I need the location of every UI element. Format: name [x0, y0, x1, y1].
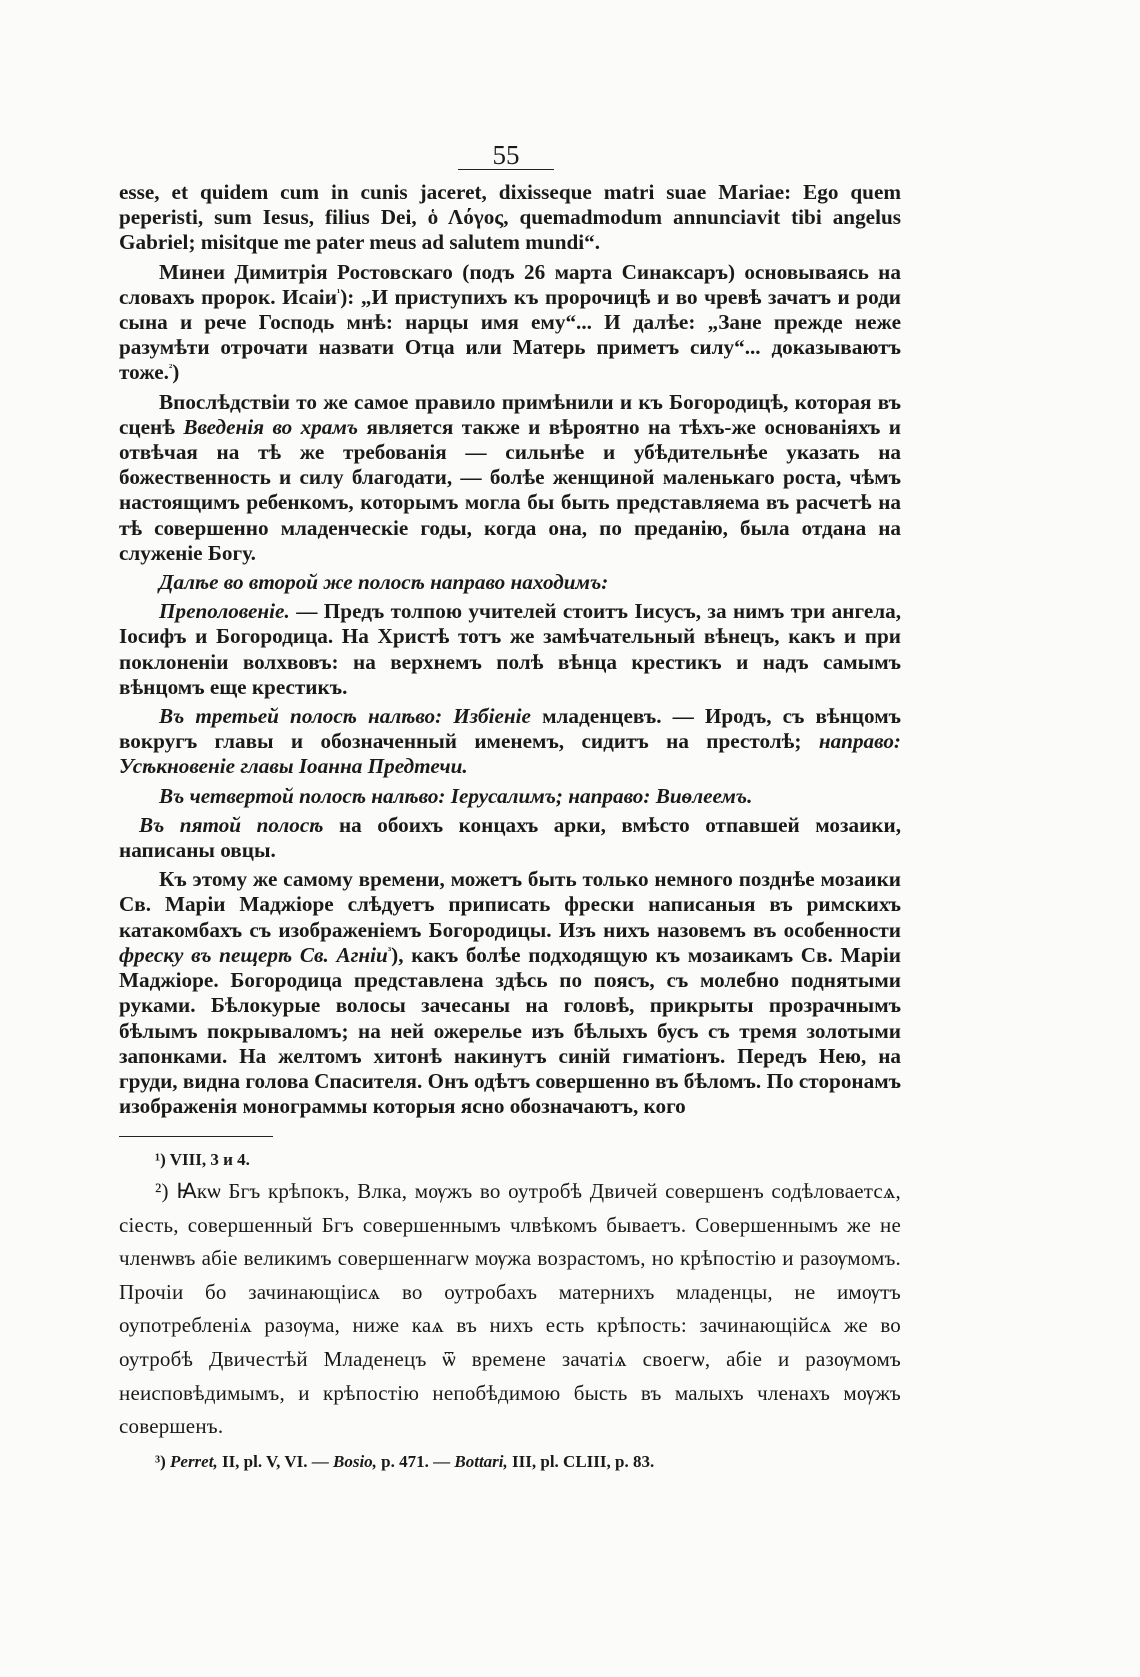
main-text: [119, 180, 901, 1123]
footnote-author: Bosio,: [332, 1451, 377, 1471]
paragraph-text: ): „И приступихъ къ пророчицѣ и во чревѣ зачатъ и роди сына и рече Господь мнѣ: нарцы имя ему“... И далѣе: „Зане прежде неже разумѣти отрочати назвати Отца или Матерь приметъ силу“... доказываютъ тоже.: [119, 284, 901, 385]
paragraph-fifth-band: [119, 813, 901, 863]
paragraph-text: ), какъ болѣе подходящую къ мозаикамъ Св. Маріи Маджіоре. Богородица представлена здѣсь по поясъ, съ молебно поднятыми руками. Бѣлокурые волосы зачесаны на головѣ, прикрыты прозрачнымъ бѣлымъ покрываломъ; на ней ожерелье изъ бѣлыхъ бусъ съ тремя золотыми запонками. На желтомъ хитонѣ накинутъ синій гиматіонъ. Передъ Нею, на груди, видна голова Спасителя. Онъ одѣтъ совершенно въ бѣломъ. По сторонамъ изображенія монограммы которыя ясно обозначаютъ, кого: [119, 942, 901, 1119]
footnote-number: ¹): [155, 1150, 166, 1169]
paragraph-text: Къ этому же самому времени, можетъ быть только немного позднѣе мозаики Св. Маріи Маджіоре слѣдуетъ приписать фрески написаныя въ римскихъ катакомбахъ съ изображеніемъ Богородицы. Изъ нихъ назовемъ въ особенности: [119, 867, 901, 942]
paragraph-text: младенцевъ. — Иродъ, съ вѣнцомъ вокругъ главы и обозначенный именемъ, сидитъ на престолѣ;: [119, 704, 901, 754]
footnote-text: Ꙗкѡ Бгъ крѣпокъ, Влка, мѹжъ во оутробѣ Двичей совершенъ содѣловаетсѧ, сіесть, совершенный Бгъ совершеннымъ члвѣкомъ бываетъ. Совершеннымъ же не членѡвъ абіе великимъ совершеннагѡ мѹжа возрастомъ, но крѣпостію и разѹмомъ. Прочіи бо зачинающіисѧ во оутробахъ матернихъ младенцы, не имѹтъ оупотребленіѧ разѹма, ниже каѧ въ нихъ есть крѣпость: зачинающійсѧ же во оутробѣ Двичестѣй Младенецъ ѿ времене зачатіѧ своегѡ, абіе и разѹмомъ неисповѣдимымъ, и крѣпостію непобѣдимою бысть въ малыхъ членахъ мѹжъ совершенъ.: [119, 1179, 901, 1439]
footnote-divider: [119, 1136, 273, 1137]
footnote-number: ³): [155, 1451, 166, 1471]
paragraph-prepolovenie: [119, 599, 901, 700]
footnote-1: [119, 1148, 901, 1172]
paragraph-catacomb-frescoes: [119, 867, 901, 1119]
italic-phrase: фреску въ пещерѣ Св. Агніи: [119, 942, 388, 967]
page-number: 55: [458, 142, 554, 170]
footnote-ref: ²: [168, 362, 173, 375]
paragraph-text: — Предъ толпою учителей стоитъ Іисусъ, за нимъ три ангела, Іосифъ и Богородица. На Христѣ тотъ же замѣчательный вѣнецъ, какъ и при поклоненіи волхвовъ: на верхнемъ полѣ вѣнца крестикъ и надъ самымъ вѣнцомъ еще крестикъ.: [119, 599, 901, 699]
footnote-2: [119, 1175, 901, 1444]
footnote-ref: ³: [387, 944, 392, 957]
paragraph-second-band: [119, 570, 901, 595]
footnote-text: III, pl. CLIII, p. 83.: [507, 1451, 655, 1471]
paragraph-bogoroditsa: [119, 390, 901, 566]
footnote-text: p. 471. —: [376, 1451, 455, 1471]
italic-phrase: направо: Усѣкновеніе главы Іоанна Предтечи.: [119, 729, 901, 779]
italic-heading: Въ четвертой полосѣ налѣво: Іерусалимъ; направо: Виѳлеемъ.: [159, 783, 753, 808]
italic-phrase: Въ третьей полосѣ налѣво: Избіеніе: [159, 704, 531, 729]
footnote-text: VIII, 3 и 4.: [165, 1150, 250, 1169]
paragraph-fourth-band: [119, 784, 901, 809]
italic-heading: Далѣе во второй же полосѣ направо находимъ:: [159, 570, 609, 595]
italic-phrase: Преполовеніе.: [159, 599, 290, 624]
footnote-text: II, pl. V, VI. —: [217, 1451, 333, 1471]
footnote-author: Perret,: [170, 1451, 218, 1471]
italic-phrase: Въ пятой полосѣ: [139, 812, 324, 837]
paragraph-text: Впослѣдствіи то же самое правило примѣнили и къ Богородицѣ, которая въ сценѣ: [119, 389, 901, 439]
footnote-3: [119, 1448, 901, 1476]
paragraph-third-band: [119, 704, 901, 780]
italic-phrase: Введенія во храмъ: [183, 414, 359, 439]
footnote-author: Bottari,: [454, 1451, 508, 1471]
paragraph-minei: [119, 260, 901, 386]
paragraph-text: на обоихъ концахъ арки, вмѣсто отпавшей мозаики, написаны овцы.: [119, 812, 901, 863]
paragraph-text: esse, et quidem cum in cunis jaceret, dixisseque matri suae Mariae: Ego quem peperisti, sum Iesus, filius Dei, ὁ Λόγος, quemadmodum annunciavit tibi angelus Gabriel; misitque me pater meus ad salutem mundi“.: [119, 180, 901, 255]
footnote-number: ²): [155, 1179, 169, 1203]
footnotes: [119, 1148, 901, 1476]
footnote-ref: ¹: [336, 286, 341, 299]
paragraph-text: является также и вѣроятно на тѣхъ-же основаніяхъ и отвѣчая на тѣ же требованія — сильнѣе и убѣдительнѣе указать на божественность и силу благодати, — болѣе женщиной маленькаго роста, чѣмъ настоящимъ ребенкомъ, которымъ могла бы быть представляема въ расчетѣ на тѣ совершенно младенческіе годы, когда она, по преданію, была отдана на служеніе Богу.: [119, 414, 901, 565]
paragraph-text: Минеи Димитрія Ростовскаго (подъ 26 марта Синаксаръ) основываясь на словахъ пророк. Исаіи: [119, 259, 901, 309]
paragraph-text: ): [172, 360, 180, 385]
paragraph-latin-quote: [119, 180, 901, 256]
